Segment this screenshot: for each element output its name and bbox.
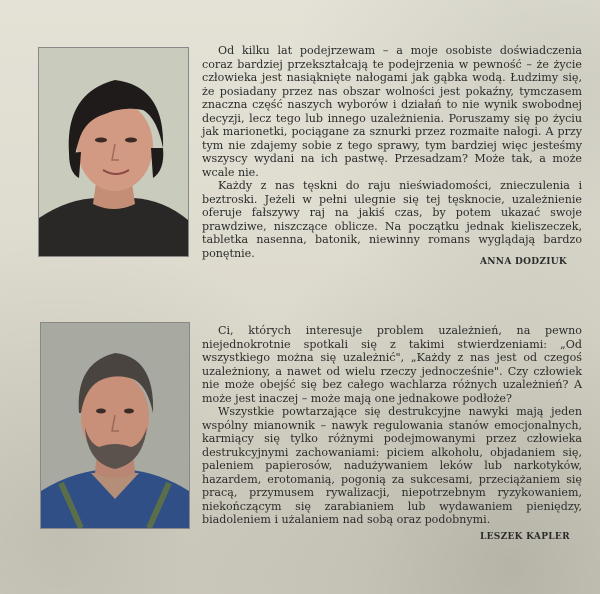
author-name: LESZEK KAPLER (480, 532, 570, 542)
portrait-woman-image (39, 48, 188, 256)
author-name: ANNA DODZIUK (480, 257, 568, 267)
portrait-man-image (41, 323, 189, 528)
paragraph: Każdy z nas tęskni do raju nieświadomości, znieczulenia i beztroski. Jeżeli w pełni ulegnie się tej tęsknocie, uzależnienie oferuje fałszywy raj na jakiś czas, by potem ukazać swoje prawdziwe, niszczące oblicze. Na początku jednak kieliszeczek, tabletka nasenna, batonik, niewinny romans wyglądają bardzo ponętnie. (202, 179, 582, 260)
author-portrait-anna-dodziuk (38, 47, 189, 257)
paragraph: Ci, których interesuje problem uzależnień, na pewno niejednokrotnie spotkali się z takimi stwierdzeniami: „Od wszystkiego można się uzależnić", „Każdy z nas jest od czegoś uzależniony, a nawet od wielu rzeczy jednocześnie". Czy człowiek nie może obejść się bez całego wachlarza różnych uzależnień? A może jest inaczej – może mają one jednakowe podłoże? (202, 324, 582, 405)
author-portrait-leszek-kapler (40, 322, 190, 529)
introduction-text-2 (202, 324, 582, 527)
paragraph: Od kilku lat podejrzewam – a moje osobiste doświadczenia coraz bardziej przekształcają te podejrzenia w pewność – że życie człowieka jest nasiąknięte nałogami jak gąbka wodą. Łudzimy się, że posiadany przez nas obszar wolności jest pokaźny, tymczasem znaczna część naszych wyborów i działań to nie wynik swobodnej decyzji, lecz tego lub innego uzależnienia. Poruszamy się po życiu jak marionetki, pociągane za sznurki przez rozmaite nałogi. A przy tym nie zdajemy sobie z tego sprawy, tym bardziej więc jesteśmy wszyscy wydani na ich pastwę. Przesadzam? Może tak, a może wcale nie. (202, 44, 582, 179)
introduction-text-1 (202, 44, 582, 260)
paragraph: Wszystkie powtarzające się destrukcyjne nawyki mają jeden wspólny mianownik – nawyk regulowania stanów emocjonalnych, karmiący się tylko różnymi podejmowanymi przez człowieka destrukcyjnymi zachowaniami: piciem alkoholu, objadaniem się, paleniem papierosów, nadużywaniem leków lub narkotyków, hazardem, erotomanią, pogonią za sukcesami, przeciążaniem się pracą, przymusem rywalizacji, niepotrzebnym ryzykowaniem, niekończącym się zarabianiem lub wydawaniem pieniędzy, biadoleniem i użalaniem nad sobą oraz podobnymi. (202, 405, 582, 526)
